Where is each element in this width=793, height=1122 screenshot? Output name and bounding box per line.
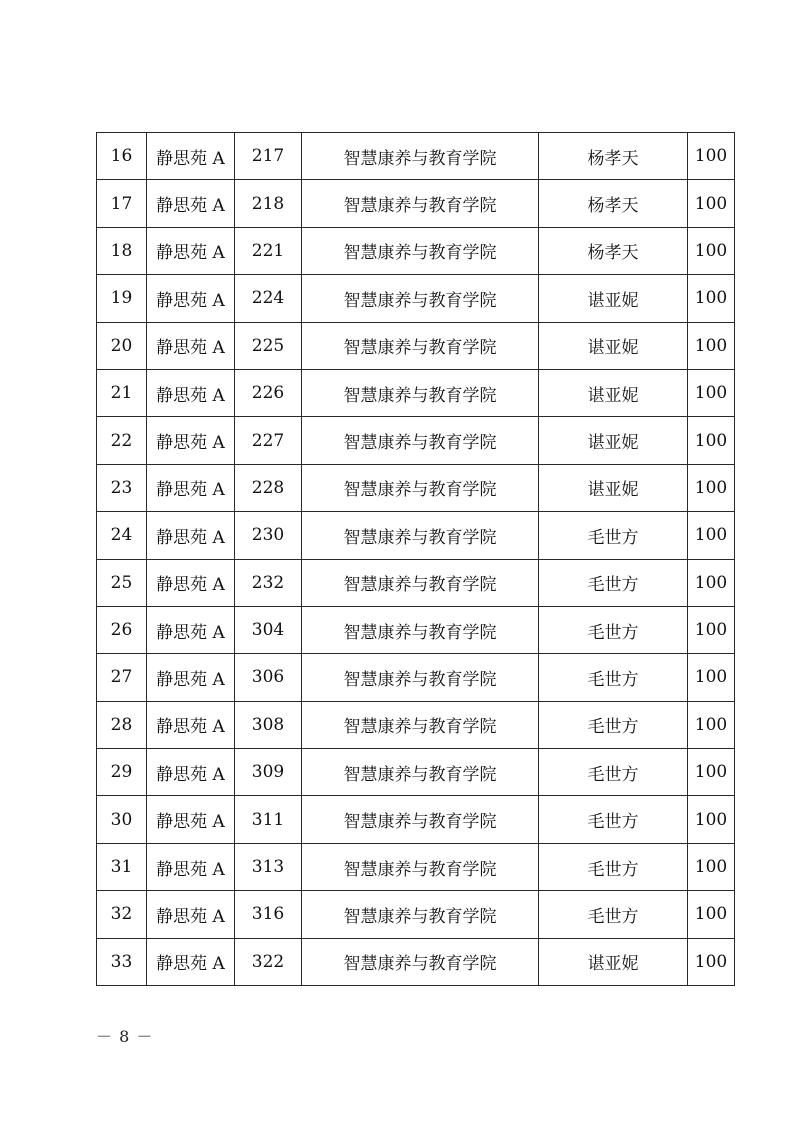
room-number-cell: 304 xyxy=(235,606,302,653)
score-cell: 100 xyxy=(688,133,735,180)
college-cell: 智慧康养与教育学院 xyxy=(302,654,539,701)
table-row xyxy=(97,701,735,748)
college-cell: 智慧康养与教育学院 xyxy=(302,796,539,843)
score-cell: 100 xyxy=(688,417,735,464)
row-number-cell: 17 xyxy=(97,180,147,227)
room-number-cell: 226 xyxy=(235,369,302,416)
college-cell: 智慧康养与教育学院 xyxy=(302,938,539,985)
person-cell: 毛世方 xyxy=(539,891,688,938)
table-row xyxy=(97,559,735,606)
person-cell: 毛世方 xyxy=(539,796,688,843)
row-number-cell: 25 xyxy=(97,559,147,606)
score-cell: 100 xyxy=(688,559,735,606)
college-cell: 智慧康养与教育学院 xyxy=(302,512,539,559)
college-cell: 智慧康养与教育学院 xyxy=(302,606,539,653)
person-cell: 谌亚妮 xyxy=(539,322,688,369)
person-cell: 杨孝天 xyxy=(539,227,688,274)
room-number-cell: 221 xyxy=(235,227,302,274)
dormitory-score-table xyxy=(96,132,735,986)
table-row xyxy=(97,133,735,180)
building-cell: 静思苑 A xyxy=(147,796,235,843)
score-cell: 100 xyxy=(688,227,735,274)
row-number-cell: 23 xyxy=(97,464,147,511)
college-cell: 智慧康养与教育学院 xyxy=(302,749,539,796)
room-number-cell: 316 xyxy=(235,891,302,938)
score-cell: 100 xyxy=(688,701,735,748)
table-row xyxy=(97,938,735,985)
score-cell: 100 xyxy=(688,938,735,985)
table-row xyxy=(97,417,735,464)
table-row xyxy=(97,749,735,796)
college-cell: 智慧康养与教育学院 xyxy=(302,369,539,416)
college-cell: 智慧康养与教育学院 xyxy=(302,464,539,511)
building-cell: 静思苑 A xyxy=(147,275,235,322)
person-cell: 毛世方 xyxy=(539,559,688,606)
page-number: － 8 － xyxy=(96,1027,154,1046)
person-cell: 毛世方 xyxy=(539,843,688,890)
person-cell: 毛世方 xyxy=(539,749,688,796)
row-number-cell: 20 xyxy=(97,322,147,369)
row-number-cell: 32 xyxy=(97,891,147,938)
score-cell: 100 xyxy=(688,749,735,796)
college-cell: 智慧康养与教育学院 xyxy=(302,180,539,227)
person-cell: 谌亚妮 xyxy=(539,275,688,322)
person-cell: 毛世方 xyxy=(539,512,688,559)
table-row xyxy=(97,180,735,227)
person-cell: 谌亚妮 xyxy=(539,464,688,511)
table-row xyxy=(97,369,735,416)
row-number-cell: 29 xyxy=(97,749,147,796)
building-cell: 静思苑 A xyxy=(147,512,235,559)
table-row xyxy=(97,796,735,843)
person-cell: 毛世方 xyxy=(539,654,688,701)
score-cell: 100 xyxy=(688,322,735,369)
building-cell: 静思苑 A xyxy=(147,133,235,180)
room-number-cell: 218 xyxy=(235,180,302,227)
table-row xyxy=(97,227,735,274)
college-cell: 智慧康养与教育学院 xyxy=(302,559,539,606)
person-cell: 毛世方 xyxy=(539,701,688,748)
room-number-cell: 225 xyxy=(235,322,302,369)
row-number-cell: 27 xyxy=(97,654,147,701)
person-cell: 谌亚妮 xyxy=(539,417,688,464)
college-cell: 智慧康养与教育学院 xyxy=(302,891,539,938)
building-cell: 静思苑 A xyxy=(147,322,235,369)
building-cell: 静思苑 A xyxy=(147,417,235,464)
building-cell: 静思苑 A xyxy=(147,749,235,796)
building-cell: 静思苑 A xyxy=(147,654,235,701)
room-number-cell: 309 xyxy=(235,749,302,796)
score-cell: 100 xyxy=(688,464,735,511)
college-cell: 智慧康养与教育学院 xyxy=(302,701,539,748)
table-row xyxy=(97,606,735,653)
table-row xyxy=(97,512,735,559)
building-cell: 静思苑 A xyxy=(147,701,235,748)
row-number-cell: 33 xyxy=(97,938,147,985)
college-cell: 智慧康养与教育学院 xyxy=(302,322,539,369)
table-row xyxy=(97,322,735,369)
building-cell: 静思苑 A xyxy=(147,464,235,511)
room-number-cell: 227 xyxy=(235,417,302,464)
table-row xyxy=(97,654,735,701)
room-number-cell: 308 xyxy=(235,701,302,748)
score-cell: 100 xyxy=(688,843,735,890)
building-cell: 静思苑 A xyxy=(147,369,235,416)
college-cell: 智慧康养与教育学院 xyxy=(302,133,539,180)
person-cell: 谌亚妮 xyxy=(539,369,688,416)
person-cell: 杨孝天 xyxy=(539,133,688,180)
building-cell: 静思苑 A xyxy=(147,606,235,653)
room-number-cell: 228 xyxy=(235,464,302,511)
score-cell: 100 xyxy=(688,512,735,559)
person-cell: 谌亚妮 xyxy=(539,938,688,985)
room-number-cell: 232 xyxy=(235,559,302,606)
room-number-cell: 313 xyxy=(235,843,302,890)
room-number-cell: 224 xyxy=(235,275,302,322)
college-cell: 智慧康养与教育学院 xyxy=(302,227,539,274)
row-number-cell: 24 xyxy=(97,512,147,559)
score-cell: 100 xyxy=(688,180,735,227)
building-cell: 静思苑 A xyxy=(147,891,235,938)
row-number-cell: 19 xyxy=(97,275,147,322)
row-number-cell: 28 xyxy=(97,701,147,748)
score-cell: 100 xyxy=(688,891,735,938)
room-number-cell: 217 xyxy=(235,133,302,180)
building-cell: 静思苑 A xyxy=(147,938,235,985)
table-body xyxy=(97,133,735,986)
college-cell: 智慧康养与教育学院 xyxy=(302,843,539,890)
building-cell: 静思苑 A xyxy=(147,559,235,606)
college-cell: 智慧康养与教育学院 xyxy=(302,275,539,322)
room-number-cell: 322 xyxy=(235,938,302,985)
row-number-cell: 30 xyxy=(97,796,147,843)
row-number-cell: 22 xyxy=(97,417,147,464)
score-cell: 100 xyxy=(688,796,735,843)
row-number-cell: 31 xyxy=(97,843,147,890)
table-row xyxy=(97,843,735,890)
building-cell: 静思苑 A xyxy=(147,227,235,274)
table-row xyxy=(97,464,735,511)
room-number-cell: 230 xyxy=(235,512,302,559)
row-number-cell: 18 xyxy=(97,227,147,274)
score-cell: 100 xyxy=(688,275,735,322)
row-number-cell: 21 xyxy=(97,369,147,416)
score-cell: 100 xyxy=(688,369,735,416)
table-row xyxy=(97,275,735,322)
building-cell: 静思苑 A xyxy=(147,180,235,227)
score-cell: 100 xyxy=(688,654,735,701)
room-number-cell: 306 xyxy=(235,654,302,701)
person-cell: 杨孝天 xyxy=(539,180,688,227)
building-cell: 静思苑 A xyxy=(147,843,235,890)
row-number-cell: 26 xyxy=(97,606,147,653)
score-cell: 100 xyxy=(688,606,735,653)
college-cell: 智慧康养与教育学院 xyxy=(302,417,539,464)
table-row xyxy=(97,891,735,938)
room-number-cell: 311 xyxy=(235,796,302,843)
person-cell: 毛世方 xyxy=(539,606,688,653)
row-number-cell: 16 xyxy=(97,133,147,180)
